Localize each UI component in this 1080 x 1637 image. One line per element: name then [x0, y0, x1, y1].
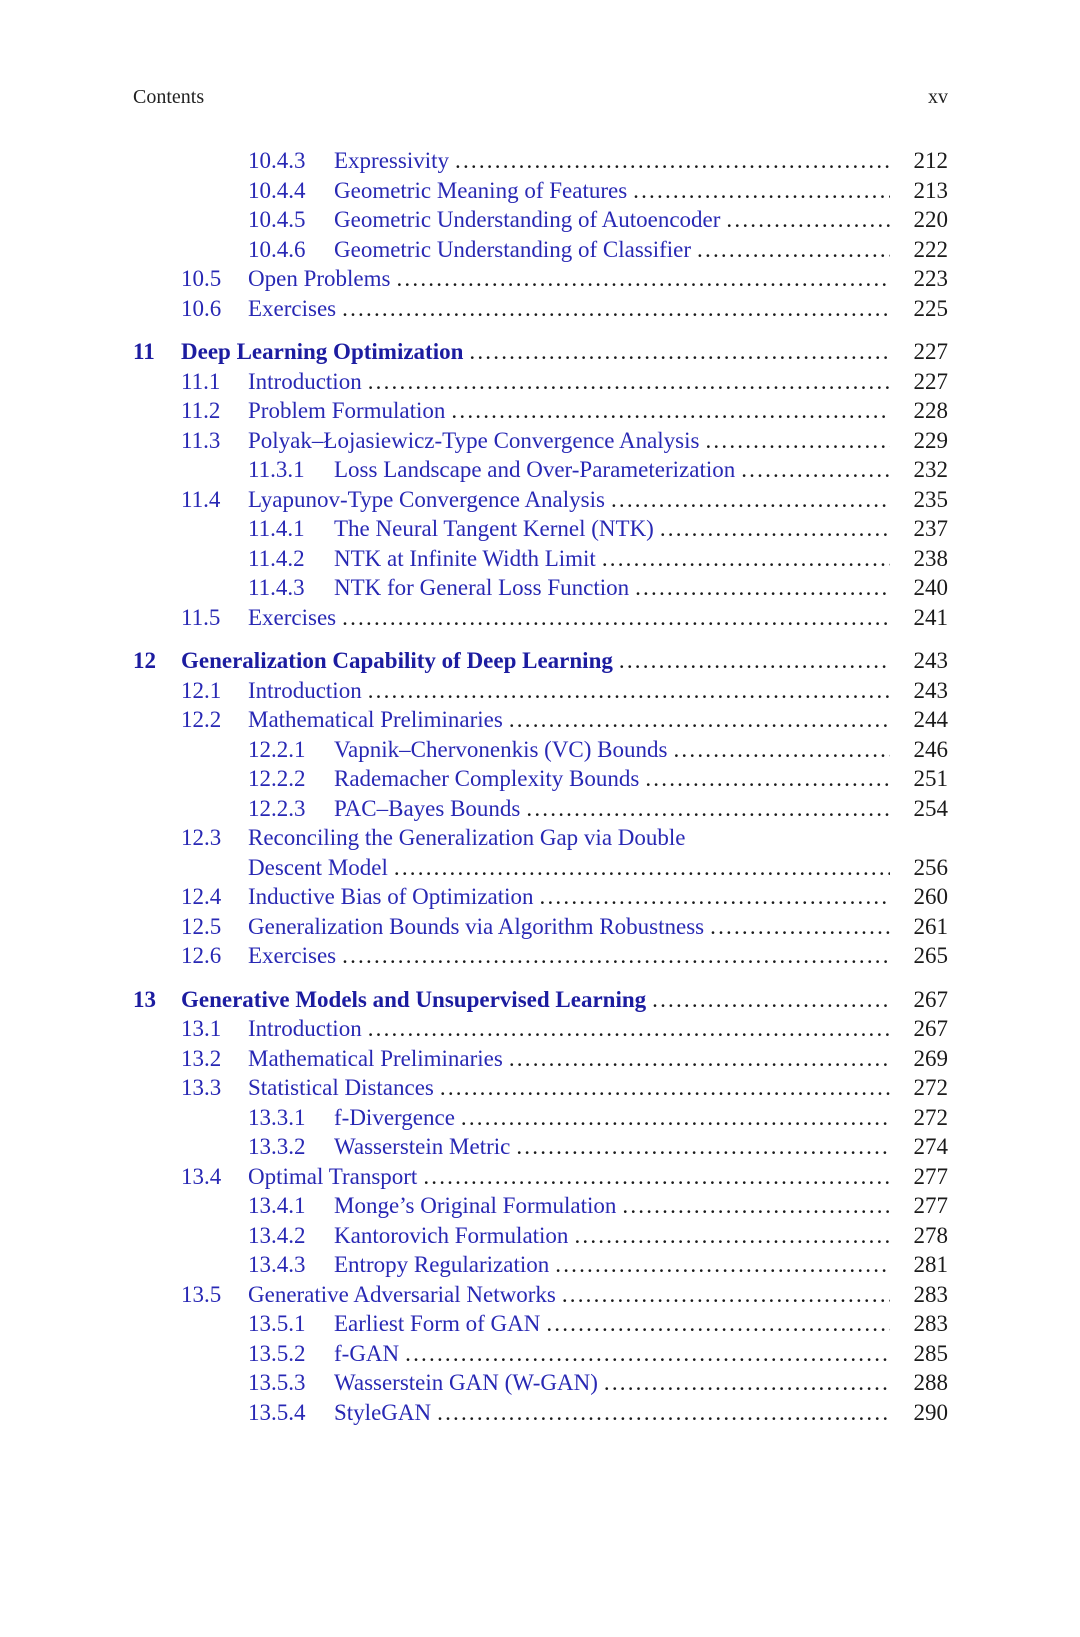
toc-entry-title-wrap — [248, 1162, 890, 1192]
toc-entry-title-wrap — [181, 337, 890, 367]
toc-entry[interactable] — [0, 573, 1080, 603]
toc-entry-page[interactable]: 232 — [913, 457, 948, 482]
toc-entry-number: 11.3 — [181, 427, 221, 453]
dot-leader — [503, 705, 890, 735]
toc-entry-title-wrap — [248, 264, 890, 294]
dot-leader — [699, 426, 890, 456]
toc-entry-page[interactable]: 256 — [913, 854, 948, 880]
toc-entry-page[interactable]: 267 — [913, 1016, 948, 1041]
toc-entry-number: 11.5 — [181, 604, 221, 630]
toc-entry[interactable] — [0, 367, 1080, 397]
toc-entry-title[interactable]: StyleGAN — [334, 1399, 432, 1425]
toc-entry-title[interactable]: Vapnik–Chervonenkis (VC) Bounds — [334, 736, 668, 762]
dot-leader — [534, 882, 890, 912]
toc-chapter-entry[interactable] — [0, 985, 1080, 1015]
dot-leader — [417, 1162, 890, 1192]
dot-leader — [639, 764, 890, 794]
toc-entry-page[interactable]: 254 — [913, 795, 948, 821]
toc-entry-page[interactable]: 260 — [913, 884, 948, 909]
toc-entry-title[interactable]: Introduction — [248, 1016, 362, 1041]
toc-entry-title[interactable]: Open Problems — [248, 266, 391, 291]
toc-entry-number: 11.4 — [181, 486, 221, 512]
toc-entry-title-wrap — [248, 1280, 890, 1310]
toc-entry-page[interactable]: 261 — [913, 913, 948, 939]
toc-chapter-entry[interactable] — [0, 646, 1080, 676]
toc-entry-number: 12 — [133, 648, 156, 673]
toc-entry-number: 12.1 — [181, 677, 222, 703]
dot-leader — [399, 1339, 890, 1369]
toc-entry-number: 11.2 — [181, 398, 221, 423]
toc-entry-page[interactable]: 278 — [913, 1222, 948, 1248]
toc-entry-title[interactable]: Geometric Meaning of Features — [334, 177, 628, 203]
toc-entry-page[interactable]: 285 — [913, 1340, 948, 1366]
toc-entry-title[interactable]: Generative Models and Unsupervised Learning — [181, 986, 647, 1012]
toc-entry-title-wrap — [334, 1221, 890, 1251]
dot-leader — [445, 396, 890, 426]
toc-entry-page[interactable]: 225 — [913, 295, 948, 321]
toc-entry-page[interactable]: 290 — [913, 1399, 948, 1425]
toc-entry-title[interactable]: The Neural Tangent Kernel (NTK) — [334, 516, 654, 541]
toc-entry-title[interactable]: Generative Adversarial Networks — [248, 1281, 556, 1307]
toc-entry-page[interactable]: 222 — [913, 236, 948, 262]
toc-entry-title-wrap — [334, 146, 890, 176]
toc-entry-number: 10.4.4 — [248, 177, 306, 203]
toc-entry[interactable] — [0, 1221, 1080, 1251]
dot-leader — [455, 1103, 890, 1133]
dot-leader — [362, 676, 890, 706]
toc-entry-title-wrap — [334, 1339, 890, 1369]
toc-entry-number: 13.3.1 — [248, 1104, 306, 1130]
toc-entry-number: 10.4.6 — [248, 236, 306, 262]
toc-entry[interactable] — [0, 235, 1080, 265]
toc-entry-page[interactable]: 272 — [913, 1104, 948, 1130]
toc-entry-title-wrap — [248, 367, 890, 397]
toc-entry-title[interactable]: Exercises — [248, 943, 337, 968]
toc-entry-number: 13.3 — [181, 1075, 222, 1100]
toc-entry[interactable] — [0, 205, 1080, 235]
toc-entry-title-wrap — [334, 764, 890, 794]
toc-entry-page[interactable]: 220 — [913, 207, 948, 232]
toc-entry[interactable] — [0, 1280, 1080, 1310]
toc-entry-page[interactable]: 243 — [913, 677, 948, 703]
dot-leader — [449, 146, 890, 176]
toc-entry-page[interactable]: 283 — [913, 1311, 948, 1336]
toc-entry-page[interactable]: 240 — [913, 575, 948, 600]
dot-leader — [605, 485, 890, 515]
toc-entry-number: 12.6 — [181, 943, 222, 968]
toc-entry-page[interactable]: 283 — [913, 1281, 948, 1307]
toc-entry[interactable] — [0, 176, 1080, 206]
toc-entry[interactable] — [0, 794, 1080, 824]
toc-entry-page[interactable]: 251 — [913, 766, 948, 791]
toc-entry[interactable] — [0, 514, 1080, 544]
toc-entry[interactable] — [0, 1368, 1080, 1398]
dot-leader — [616, 1191, 890, 1221]
dot-leader — [503, 1044, 890, 1074]
toc-entry-number: 11.1 — [181, 368, 221, 394]
toc-entry-title[interactable]: Exercises — [248, 604, 337, 630]
dot-leader — [520, 794, 890, 824]
toc-entry-page[interactable]: 243 — [913, 648, 948, 673]
toc-entry[interactable] — [0, 146, 1080, 176]
toc-entry[interactable] — [0, 426, 1080, 456]
toc-entry-title-wrap — [248, 676, 890, 706]
toc-entry-title[interactable]: Problem Formulation — [248, 398, 446, 423]
toc-entry[interactable] — [0, 1132, 1080, 1162]
toc-entry-title-wrap — [248, 396, 890, 426]
toc-entry-page[interactable]: 274 — [913, 1134, 948, 1159]
toc-entry-number: 11.4.1 — [248, 516, 305, 541]
toc-entry-title-wrap — [248, 426, 890, 456]
toc-entry-page[interactable]: 246 — [913, 736, 948, 762]
toc-entry-title-wrap — [334, 735, 890, 765]
toc-entry[interactable] — [0, 1103, 1080, 1133]
toc-entry-title[interactable]: Polyak–Łojasiewicz-Type Convergence Analysis — [248, 427, 700, 453]
toc-entry-number: 13.1 — [181, 1016, 222, 1041]
toc-entry[interactable] — [0, 485, 1080, 515]
toc-entry[interactable] — [0, 603, 1080, 633]
toc-entry-page[interactable]: 237 — [913, 516, 948, 541]
toc-entry-title-wrap — [248, 941, 890, 971]
toc-entry-title-wrap — [248, 1073, 890, 1103]
toc-entry-title-wrap — [248, 485, 890, 515]
toc-entry-title-wrap — [181, 985, 890, 1015]
toc-entry-number: 13.4.3 — [248, 1252, 306, 1277]
header-page-number: xv — [928, 86, 948, 108]
toc-entry-page[interactable]: 267 — [913, 986, 948, 1012]
toc-entry-number: 13.2 — [181, 1045, 222, 1071]
dot-leader — [540, 1309, 890, 1339]
toc-entry-page[interactable]: 227 — [913, 339, 948, 364]
toc-entry-title[interactable]: f-Divergence — [334, 1104, 455, 1130]
toc-entry-title-wrap — [334, 1132, 890, 1162]
dot-leader — [735, 455, 890, 485]
toc-entry-title-wrap — [248, 705, 890, 735]
toc-entry[interactable] — [0, 1191, 1080, 1221]
toc-entry-title-wrap — [334, 455, 890, 485]
toc-entry-title-wrap — [181, 646, 890, 676]
toc-entry[interactable] — [0, 396, 1080, 426]
toc-entry-title[interactable]: Introduction — [248, 677, 362, 703]
dot-leader — [596, 544, 890, 574]
dot-leader — [627, 176, 890, 206]
toc-entry-title-wrap — [334, 1250, 890, 1280]
toc-entry-page[interactable]: 235 — [913, 486, 948, 512]
toc-entry-number: 11 — [133, 339, 155, 364]
dot-leader — [598, 1368, 890, 1398]
toc-entry-page[interactable]: 223 — [913, 266, 948, 291]
toc-entry-number: 13.4.2 — [248, 1222, 306, 1248]
dot-leader — [431, 1398, 890, 1428]
dot-leader — [556, 1280, 890, 1310]
toc-entry-number: 10.4.3 — [248, 148, 306, 173]
toc-entry-title-wrap — [248, 823, 890, 853]
toc-entry-title[interactable]: Mathematical Preliminaries — [248, 1045, 503, 1071]
dot-leader — [463, 337, 890, 367]
toc-entry-number: 13.3.2 — [248, 1134, 306, 1159]
toc-entry[interactable] — [0, 1014, 1080, 1044]
dot-leader — [629, 573, 890, 603]
table-of-contents — [0, 146, 1080, 1427]
dot-leader — [691, 235, 890, 265]
toc-entry-title[interactable]: Expressivity — [334, 148, 449, 173]
toc-entry-title[interactable]: Rademacher Complexity Bounds — [334, 766, 640, 791]
toc-entry-title[interactable]: NTK at Infinite Width Limit — [334, 545, 596, 571]
toc-entry-page[interactable]: 212 — [913, 148, 948, 173]
toc-entry-number: 11.4.2 — [248, 545, 305, 571]
toc-entry-title-wrap — [248, 912, 890, 942]
toc-entry-number: 13.5.2 — [248, 1340, 306, 1366]
toc-entry-page[interactable]: 213 — [913, 177, 948, 203]
toc-entry-title-wrap — [248, 1044, 890, 1074]
toc-entry-page[interactable]: 238 — [913, 545, 948, 571]
toc-entry-title[interactable]: f-GAN — [334, 1340, 400, 1366]
toc-entry-title[interactable]: Geometric Understanding of Autoencoder — [334, 207, 721, 232]
toc-entry-title[interactable]: Geometric Understanding of Classifier — [334, 236, 692, 262]
toc-entry-title[interactable]: Entropy Regularization — [334, 1252, 550, 1277]
toc-entry-page[interactable]: 269 — [913, 1045, 948, 1071]
toc-entry-page[interactable]: 288 — [913, 1370, 948, 1395]
toc-entry-title-wrap — [248, 603, 890, 633]
dot-leader — [362, 1014, 890, 1044]
toc-entry-number: 10.4.5 — [248, 207, 306, 232]
toc-entry-title[interactable]: Wasserstein GAN (W-GAN) — [334, 1370, 598, 1395]
toc-entry-title-wrap — [248, 294, 890, 324]
toc-entry-page[interactable]: 227 — [913, 368, 948, 394]
toc-entry-number: 13 — [133, 986, 156, 1012]
toc-entry-number: 12.2.1 — [248, 736, 306, 762]
toc-entry-title-wrap — [334, 235, 890, 265]
toc-entry-number: 13.4 — [181, 1163, 222, 1189]
toc-entry-page[interactable]: 241 — [913, 604, 948, 630]
toc-entry[interactable] — [0, 294, 1080, 324]
toc-entry[interactable] — [0, 264, 1080, 294]
toc-entry[interactable] — [0, 823, 1080, 853]
toc-entry-title[interactable]: Generalization Capability of Deep Learning — [181, 648, 613, 673]
dot-leader — [646, 985, 890, 1015]
dot-leader — [390, 264, 890, 294]
toc-entry[interactable] — [0, 764, 1080, 794]
toc-entry[interactable] — [0, 1073, 1080, 1103]
toc-entry-page[interactable]: 228 — [913, 398, 948, 423]
toc-entry[interactable] — [0, 544, 1080, 574]
toc-entry-number: 12.5 — [181, 913, 222, 939]
toc-entry-title[interactable]: Loss Landscape and Over-Parameterization — [334, 457, 736, 482]
toc-entry[interactable] — [0, 455, 1080, 485]
toc-entry-title[interactable]: Statistical Distances — [248, 1075, 434, 1100]
toc-entry-number: 13.5.3 — [248, 1370, 306, 1395]
toc-entry[interactable] — [0, 1250, 1080, 1280]
toc-entry-title-wrap — [334, 176, 890, 206]
toc-entry-title[interactable]: Monge’s Original Formulation — [334, 1193, 617, 1218]
toc-entry-page[interactable]: 281 — [913, 1252, 948, 1277]
toc-entry-number: 13.5.1 — [248, 1311, 306, 1336]
toc-entry-title[interactable]: Generalization Bounds via Algorithm Robustness — [248, 913, 705, 939]
dot-leader — [720, 205, 890, 235]
dot-leader — [362, 367, 890, 397]
toc-entry[interactable] — [0, 705, 1080, 735]
toc-entry[interactable] — [0, 1398, 1080, 1428]
toc-entry-page[interactable]: 272 — [913, 1075, 948, 1100]
toc-entry-number: 13.5.4 — [248, 1399, 306, 1425]
toc-entry-title-wrap — [334, 544, 890, 574]
dot-leader — [654, 514, 890, 544]
toc-entry-number: 13.5 — [181, 1281, 222, 1307]
toc-entry-title-wrap — [334, 1309, 890, 1339]
dot-leader — [568, 1221, 890, 1251]
dot-leader — [336, 941, 890, 971]
toc-entry-number: 12.2 — [181, 707, 222, 732]
header-section-title: Contents — [133, 86, 205, 108]
toc-entry-page[interactable]: 265 — [913, 943, 948, 968]
toc-entry-number: 11.3.1 — [248, 457, 305, 482]
toc-entry-title[interactable]: Wasserstein Metric — [334, 1134, 511, 1159]
toc-entry[interactable] — [0, 941, 1080, 971]
toc-entry[interactable] — [0, 853, 1080, 883]
dot-leader — [434, 1073, 890, 1103]
toc-entry-title[interactable]: PAC–Bayes Bounds — [334, 795, 521, 821]
toc-entry-number: 12.4 — [181, 884, 222, 909]
toc-entry-title[interactable]: Inductive Bias of Optimization — [248, 884, 534, 909]
dot-leader — [336, 294, 890, 324]
toc-entry-number: 10.5 — [181, 266, 222, 291]
toc-entry-title[interactable]: Kantorovich Formulation — [334, 1222, 569, 1248]
dot-leader — [388, 853, 890, 883]
toc-entry-title[interactable]: Optimal Transport — [248, 1163, 418, 1189]
toc-entry-title-wrap — [334, 1103, 890, 1133]
toc-entry-page[interactable]: 277 — [913, 1163, 948, 1189]
toc-entry-number: 12.2.2 — [248, 766, 306, 791]
toc-entry[interactable] — [0, 912, 1080, 942]
toc-entry-number: 12.3 — [181, 825, 222, 850]
toc-entry-title[interactable]: Earliest Form of GAN — [334, 1311, 541, 1336]
toc-entry-title-wrap — [334, 1368, 890, 1398]
toc-entry-title[interactable]: Deep Learning Optimization — [181, 339, 464, 364]
toc-entry[interactable] — [0, 735, 1080, 765]
toc-entry-title[interactable]: Descent Model — [248, 854, 388, 880]
toc-entry-title-wrap — [334, 514, 890, 544]
toc-chapter-entry[interactable] — [0, 337, 1080, 367]
toc-entry-title-wrap — [334, 1191, 890, 1221]
toc-entry[interactable] — [0, 676, 1080, 706]
toc-entry-number: 13.4.1 — [248, 1193, 306, 1218]
toc-entry-title-wrap — [248, 882, 890, 912]
toc-entry-title-wrap — [248, 853, 890, 883]
toc-entry-page[interactable]: 277 — [913, 1193, 948, 1218]
toc-entry-number: 11.4.3 — [248, 575, 305, 600]
running-header — [133, 86, 948, 109]
toc-entry-title[interactable]: Introduction — [248, 368, 362, 394]
toc-entry[interactable] — [0, 1044, 1080, 1074]
dot-leader — [704, 912, 890, 942]
toc-entry-title[interactable]: NTK for General Loss Function — [334, 575, 630, 600]
dot-leader — [510, 1132, 890, 1162]
toc-entry-title[interactable]: Lyapunov-Type Convergence Analysis — [248, 486, 605, 512]
toc-entry-page[interactable]: 229 — [913, 427, 948, 453]
toc-entry-title-wrap — [334, 573, 890, 603]
toc-entry[interactable] — [0, 1339, 1080, 1369]
dot-leader — [336, 603, 890, 633]
toc-entry-title-wrap — [248, 1014, 890, 1044]
toc-entry-number: 12.2.3 — [248, 795, 306, 821]
dot-leader — [549, 1250, 890, 1280]
toc-entry[interactable] — [0, 882, 1080, 912]
toc-entry-title[interactable]: Reconciling the Generalization Gap via Double — [248, 825, 686, 850]
dot-leader — [613, 646, 890, 676]
toc-entry-title-wrap — [334, 1398, 890, 1428]
toc-entry-title-wrap — [334, 205, 890, 235]
toc-entry[interactable] — [0, 1162, 1080, 1192]
toc-entry[interactable] — [0, 1309, 1080, 1339]
toc-entry-title[interactable]: Exercises — [248, 295, 337, 321]
toc-entry-title[interactable]: Mathematical Preliminaries — [248, 707, 503, 732]
dot-leader — [667, 735, 890, 765]
toc-entry-title-wrap — [334, 794, 890, 824]
toc-entry-page[interactable]: 244 — [913, 707, 948, 732]
toc-entry-number: 10.6 — [181, 295, 222, 321]
